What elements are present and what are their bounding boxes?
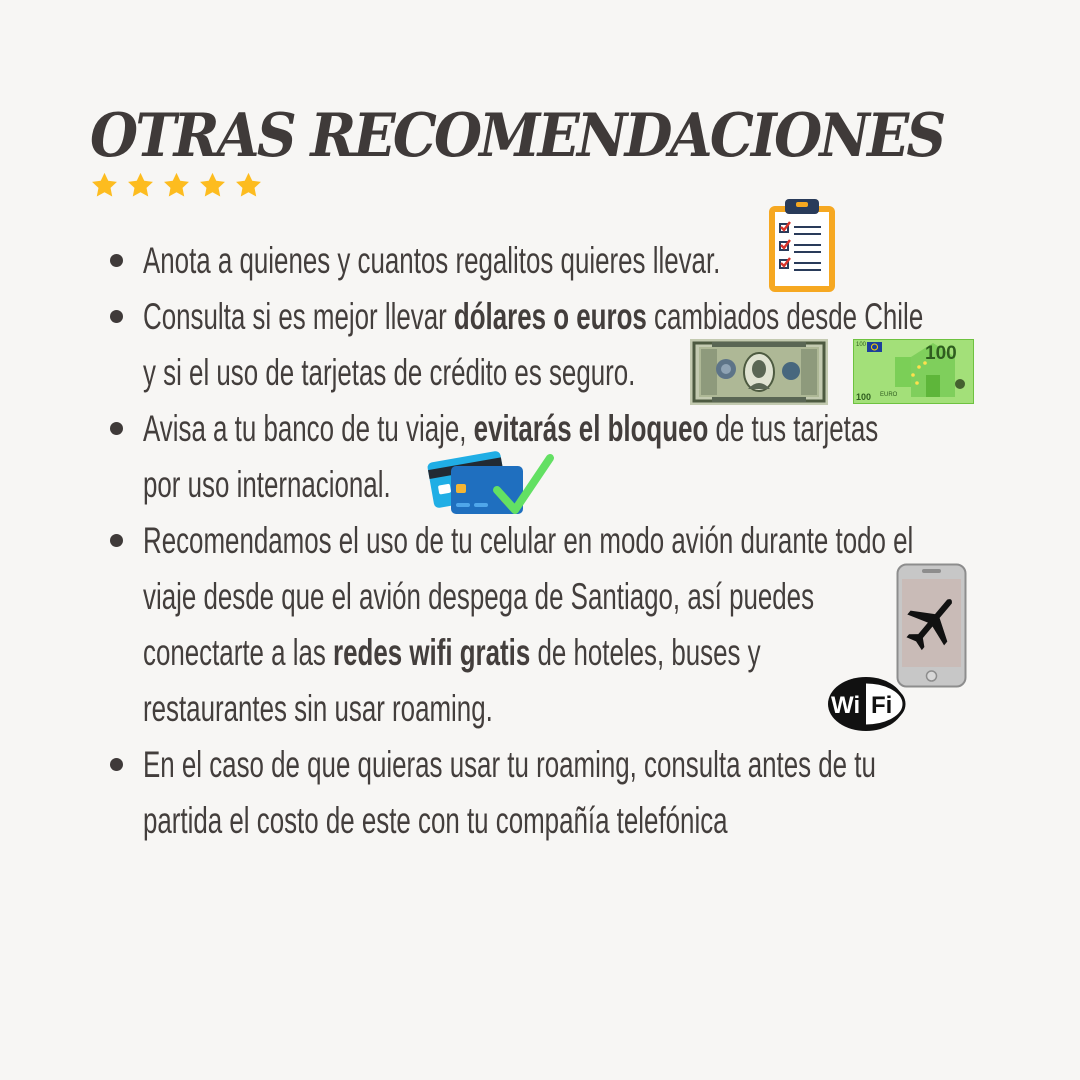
- item-line: y si el uso de tarjetas de crédito es seguro.: [143, 352, 636, 393]
- list-item: [110, 737, 990, 849]
- euro-bill-value-label: 100: [925, 343, 957, 364]
- wifi-badge-icon: [826, 675, 906, 733]
- line-text: de hoteles, buses y: [530, 632, 761, 673]
- phone-airplane-mode-icon: [896, 563, 967, 688]
- emphasis-text: redes wifi gratis: [333, 632, 531, 673]
- euro-bill-corner-label: 100: [856, 342, 867, 348]
- credit-cards-check-icon: [425, 448, 555, 516]
- line-text: cambiados desde Chile: [646, 296, 924, 337]
- item-line: [143, 625, 761, 681]
- euro-bill-small-label: 100: [856, 392, 872, 402]
- star-icon: [162, 171, 191, 200]
- line-text: de tus tarjetas: [708, 408, 879, 449]
- item-line: Recomendamos el uso de tu celular en modo avión durante todo el: [143, 520, 914, 561]
- dollar-bill-icon: [690, 339, 828, 405]
- star-icon: [90, 171, 119, 200]
- star-icon: [198, 171, 227, 200]
- emphasis-text: dólares o euros: [453, 296, 647, 337]
- wifi-label-left: Wi: [831, 692, 861, 719]
- line-text: Avisa a tu banco de tu viaje,: [143, 408, 474, 449]
- item-line: En el caso de que quieras usar tu roaming, consulta antes de tu: [143, 744, 876, 785]
- euro-bill-currency-label: EURO: [880, 392, 898, 398]
- item-line: Anota a quienes y cuantos regalitos quieres llevar.: [143, 240, 721, 281]
- item-line: partida el costo de este con tu compañía telefónica: [143, 800, 728, 841]
- star-icon: [126, 171, 155, 200]
- clipboard-checklist-icon: [767, 197, 837, 294]
- emphasis-text: evitarás el bloqueo: [473, 408, 709, 449]
- page-title: OTRAS RECOMENDACIONES: [90, 101, 944, 171]
- line-text: Consulta si es mejor llevar: [143, 296, 454, 337]
- euro-bill-icon: [853, 339, 974, 404]
- list-item: [110, 233, 990, 289]
- item-line: restaurantes sin usar roaming.: [143, 688, 493, 729]
- line-text: conectarte a las: [143, 632, 334, 673]
- recommendations-list: [110, 233, 990, 849]
- star-rating: [90, 171, 263, 200]
- wifi-label-right: Fi: [871, 692, 893, 719]
- item-line: por uso internacional.: [143, 464, 391, 505]
- star-icon: [234, 171, 263, 200]
- item-line: viaje desde que el avión despega de Santiago, así puedes: [143, 576, 815, 617]
